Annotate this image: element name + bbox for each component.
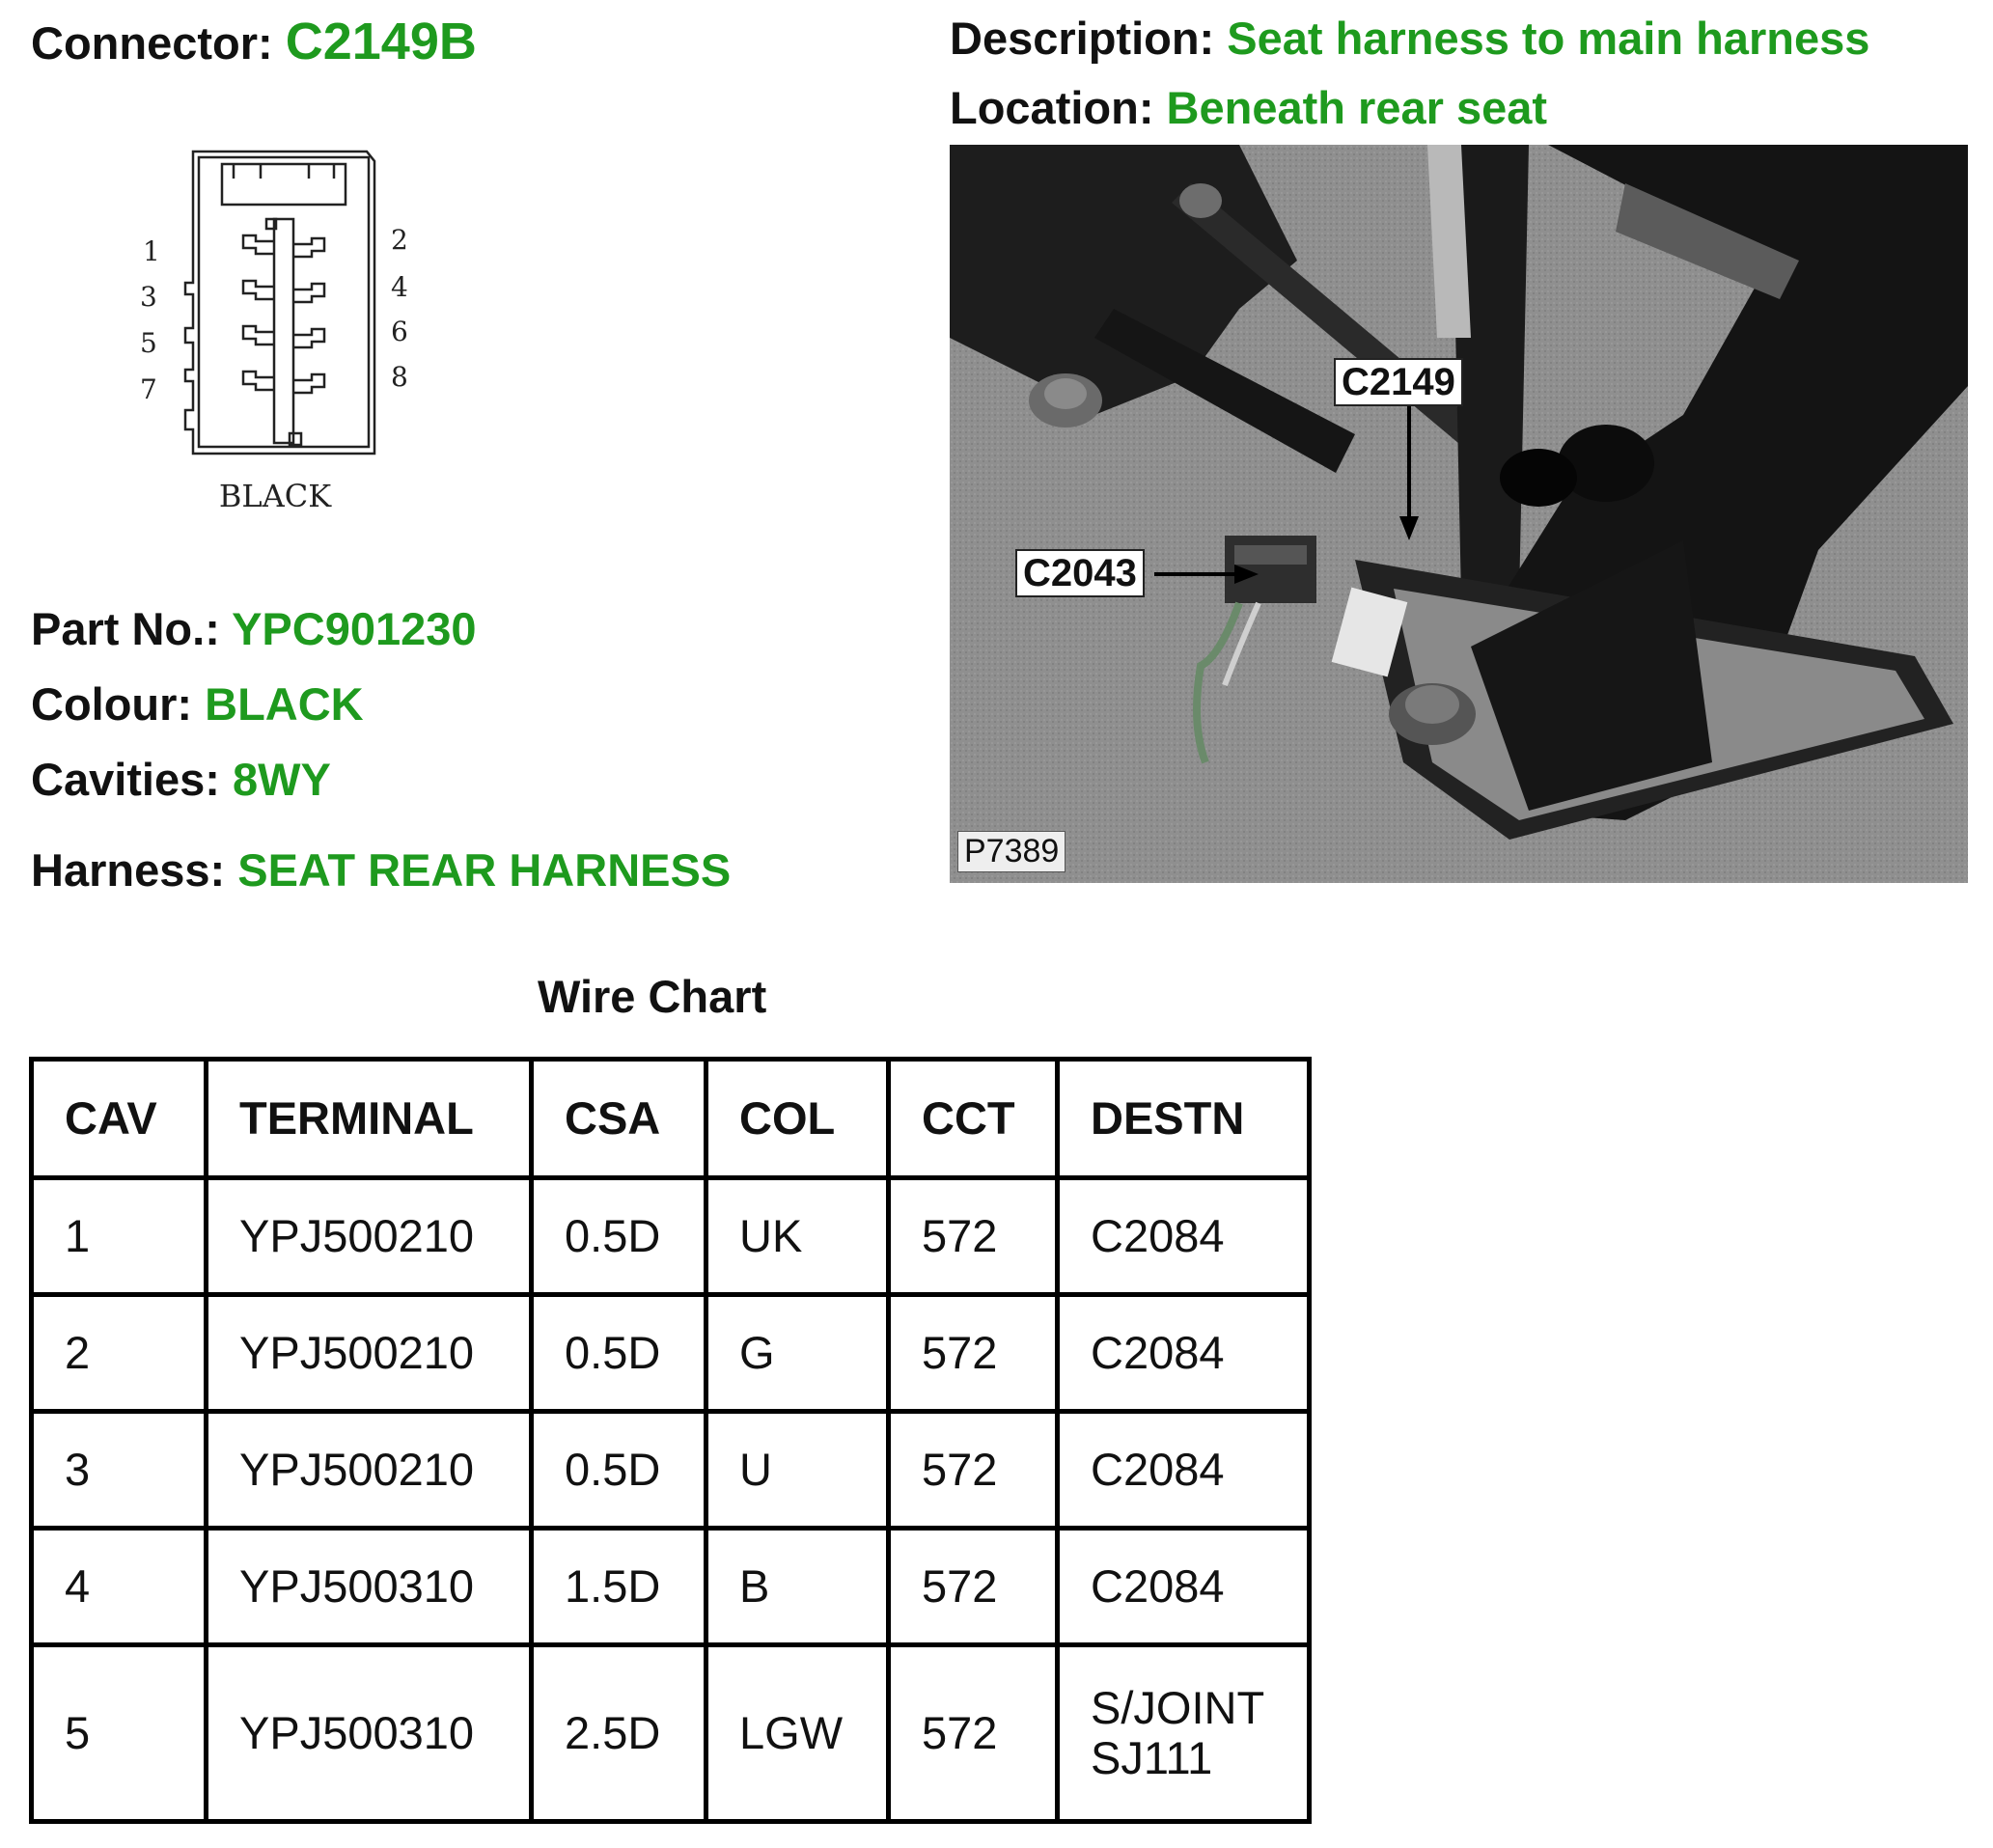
table-row: [32, 1412, 1310, 1529]
cell-col: G: [706, 1295, 889, 1412]
harness-field: [31, 844, 732, 896]
cell-terminal: YPJ500310: [207, 1529, 532, 1645]
description-value: Seat harness to main harness: [1227, 13, 1870, 64]
cell-cav: 3: [32, 1412, 207, 1529]
cavities-field: [31, 754, 331, 805]
cell-cav: 2: [32, 1295, 207, 1412]
diagram-colour-caption: BLACK: [218, 478, 332, 514]
harness-label: Harness:: [31, 844, 226, 896]
cell-cav: 4: [32, 1529, 207, 1645]
wire-chart-table: [29, 1057, 1312, 1824]
cell-destn: C2084: [1058, 1529, 1310, 1645]
table-row: [32, 1295, 1310, 1412]
location-photo: [950, 145, 1968, 883]
connector-latch: [222, 164, 346, 205]
header-destn: DESTN: [1058, 1060, 1310, 1178]
pin-label-3: 3: [140, 281, 157, 313]
cell-col: UK: [706, 1178, 889, 1295]
cell-destn: C2084: [1058, 1178, 1310, 1295]
connector-field: [31, 15, 477, 68]
pin-label-4: 4: [391, 271, 408, 303]
colour-value: BLACK: [205, 678, 364, 730]
cell-destn: C2084: [1058, 1295, 1310, 1412]
cell-col: B: [706, 1529, 889, 1645]
cell-terminal: YPJ500210: [207, 1295, 532, 1412]
part-no-value: YPC901230: [232, 603, 477, 654]
location-label: Location:: [950, 82, 1154, 133]
callout-c2149: C2149: [1334, 358, 1463, 406]
table-header-row: [32, 1060, 1310, 1178]
header-col: COL: [706, 1060, 889, 1178]
cell-col: LGW: [706, 1645, 889, 1822]
cell-cav: 5: [32, 1645, 207, 1822]
header-cav: CAV: [32, 1060, 207, 1178]
pin-label-5: 5: [140, 327, 157, 359]
cell-csa: 0.5D: [532, 1178, 706, 1295]
pin-label-1: 1: [143, 235, 160, 267]
cell-terminal: YPJ500210: [207, 1178, 532, 1295]
pin-label-7: 7: [140, 373, 157, 405]
colour-label: Colour:: [31, 678, 193, 730]
cavities-value: 8WY: [232, 754, 331, 805]
cell-terminal: YPJ500310: [207, 1645, 532, 1822]
cell-cct: 572: [889, 1412, 1058, 1529]
description-label: Description:: [950, 13, 1215, 64]
connector-label: Connector:: [31, 17, 273, 69]
harness-value: SEAT REAR HARNESS: [237, 844, 732, 896]
cell-cct: 572: [889, 1645, 1058, 1822]
photo-reference: P7389: [957, 831, 1066, 872]
photo-illustration: [950, 145, 1968, 883]
table-row: [32, 1645, 1310, 1822]
cell-csa: 2.5D: [532, 1645, 706, 1822]
cell-col: U: [706, 1412, 889, 1529]
pin-label-6: 6: [391, 316, 408, 347]
pin-label-2: 2: [391, 224, 408, 256]
connector-face-diagram: [125, 140, 408, 526]
cell-cav: 1: [32, 1178, 207, 1295]
cell-cct: 572: [889, 1178, 1058, 1295]
cell-csa: 0.5D: [532, 1412, 706, 1529]
header-cct: CCT: [889, 1060, 1058, 1178]
connector-value: C2149B: [285, 13, 477, 70]
cell-cct: 572: [889, 1295, 1058, 1412]
callout-c2043: C2043: [1015, 549, 1145, 597]
cell-csa: 0.5D: [532, 1295, 706, 1412]
part-no-label: Part No.:: [31, 603, 220, 654]
cavities-label: Cavities:: [31, 754, 220, 805]
part-no-field: [31, 603, 477, 654]
cell-destn: S/JOINT SJ111: [1058, 1645, 1310, 1822]
cell-cct: 572: [889, 1529, 1058, 1645]
description-field: [950, 13, 1870, 64]
cell-csa: 1.5D: [532, 1529, 706, 1645]
table-row: [32, 1178, 1310, 1295]
pin-label-8: 8: [391, 361, 408, 393]
cell-destn: C2084: [1058, 1412, 1310, 1529]
header-csa: CSA: [532, 1060, 706, 1178]
location-field: [950, 82, 1548, 133]
location-value: Beneath rear seat: [1166, 82, 1548, 133]
cell-terminal: YPJ500210: [207, 1412, 532, 1529]
colour-field: [31, 678, 364, 730]
table-row: [32, 1529, 1310, 1645]
header-terminal: TERMINAL: [207, 1060, 532, 1178]
wire-chart-title: Wire Chart: [538, 971, 767, 1022]
